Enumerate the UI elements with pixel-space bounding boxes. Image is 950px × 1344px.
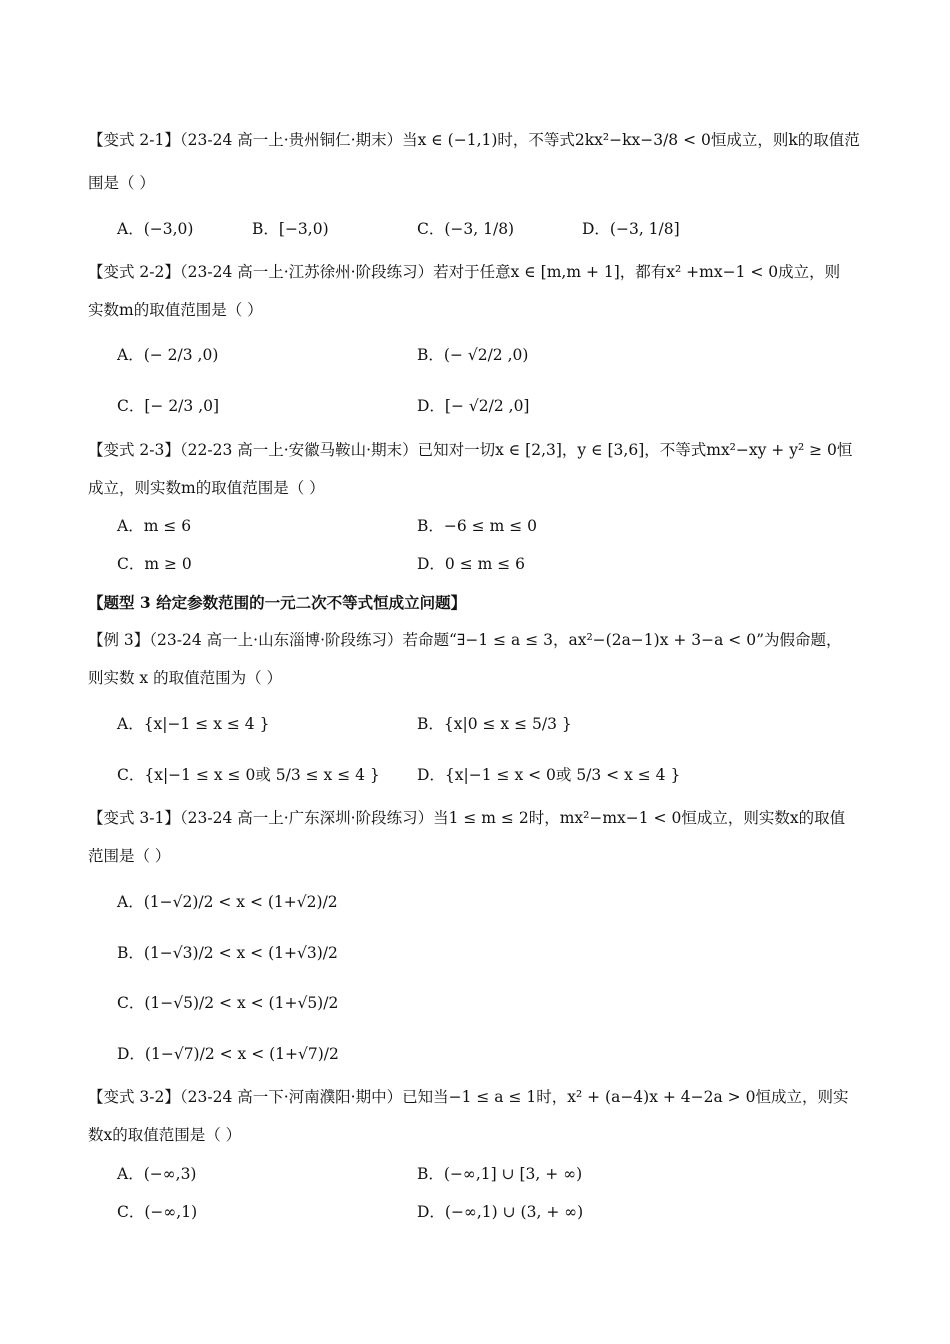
option-b: B．(− √2/2 ,0) [417,346,529,364]
option-b: B．(1−√3)/2 < x < (1+√3)/2 [117,944,338,962]
option-a: A．(1−√2)/2 < x < (1+√2)/2 [117,893,338,911]
question-stem: 【变式 3-1】（23-24 高一上·广东深圳·阶段练习）当1 ≤ m ≤ 2时，mx²−mx−1 < 0恒成立，则实数x的取值 [88,809,846,827]
question-stem-cont: 围是（ ） [88,174,155,192]
option-d: D．[− √2/2 ,0] [417,397,530,415]
option-c: C．(−∞,1) [117,1203,198,1221]
option-b: B．(−∞,1] ∪ [3, + ∞) [417,1165,583,1183]
option-c: C．{x|−1 ≤ x ≤ 0或 5/3 ≤ x ≤ 4 } [117,766,380,784]
option-a: A．m ≤ 6 [117,517,192,535]
question-stem: 【变式 3-2】（23-24 高一下·河南濮阳·期中）已知当−1 ≤ a ≤ 1时，x² + (a−4)x + 4−2a > 0恒成立，则实 [88,1088,849,1106]
question-stem: 【例 3】（23-24 高一上·山东淄博·阶段练习）若命题“∃−1 ≤ a ≤ 3，ax²−(2a−1)x + 3−a < 0”为假命题， [88,631,842,649]
question-stem: 【变式 2-1】（23-24 高一上·贵州铜仁·期末）当x ∈ (−1,1)时，不等式2kx²−kx−3/8 < 0恒成立，则k的取值范 [88,131,860,149]
question-stem-cont: 实数m的取值范围是（ ） [88,301,263,319]
option-c: C．m ≥ 0 [117,555,192,573]
option-a: A．(−3,0) [117,220,194,238]
option-c: C．[− 2/3 ,0] [117,397,220,415]
question-stem: 【变式 2-3】（22-23 高一上·安徽马鞍山·期末）已知对一切x ∈ [2,3]，y ∈ [3,6]，不等式mx²−xy + y² ≥ 0恒 [88,441,853,459]
option-a: A．(− 2/3 ,0) [117,346,219,364]
option-d: D．0 ≤ m ≤ 6 [417,555,526,573]
question-stem-cont: 数x的取值范围是（ ） [88,1126,242,1144]
question-stem-cont: 范围是（ ） [88,847,171,865]
option-b: B．−6 ≤ m ≤ 0 [417,517,537,535]
option-b: B．{x|0 ≤ x ≤ 5/3 } [417,715,572,733]
option-c: C．(−3, 1/8) [417,220,515,238]
question-stem: 【变式 2-2】（23-24 高一上·江苏徐州·阶段练习）若对于任意x ∈ [m,m + 1]，都有x² +mx−1 < 0成立，则 [88,263,841,281]
section-heading: 【题型 3 给定参数范围的一元二次不等式恒成立问题】 [88,593,467,612]
option-d: D．{x|−1 ≤ x < 0或 5/3 < x ≤ 4 } [417,766,681,784]
question-stem-cont: 成立，则实数m的取值范围是（ ） [88,479,325,497]
option-d: D．(−3, 1/8] [582,220,680,238]
option-d: D．(1−√7)/2 < x < (1+√7)/2 [117,1045,339,1063]
question-stem-cont: 则实数 x 的取值范围为（ ） [88,669,283,687]
option-a: A．(−∞,3) [117,1165,197,1183]
option-d: D．(−∞,1) ∪ (3, + ∞) [417,1203,584,1221]
option-c: C．(1−√5)/2 < x < (1+√5)/2 [117,994,339,1012]
option-a: A．{x|−1 ≤ x ≤ 4 } [117,715,270,733]
option-b: B．[−3,0) [252,220,329,238]
